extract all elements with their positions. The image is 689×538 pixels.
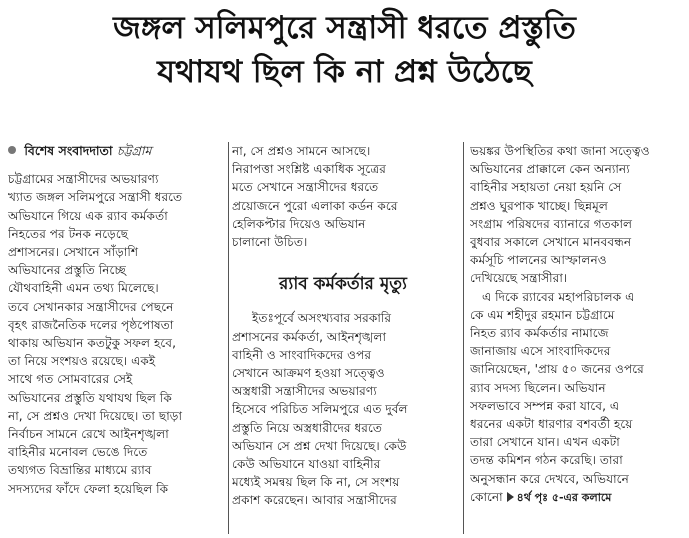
text-line: তা নিয়ে সংশয়ও রয়েছে। একই <box>8 354 156 369</box>
text-line: অস্ত্রধারী সন্ত্রাসীদের অভয়ারণ্য <box>232 384 377 399</box>
text-line: তদন্ত কমিশন গঠন করেছি। তারা <box>470 453 623 468</box>
text-line: কেউ অভিযানে যাওয়া বাহিনীর <box>232 457 381 472</box>
text-line: এ দিকে র‌্যাবের মহাপরিচালক এ <box>482 289 635 304</box>
headline-line-1: জঙ্গল সলিমপুরে সন্ত্রাসী ধরতে প্রস্তুতি <box>113 10 576 46</box>
text-line: তারা সেখানে যান। এখন একটা <box>470 435 620 450</box>
text-line: বাহিনীর সহায়তা নেয়া হয়নি সে <box>470 180 622 195</box>
headline-line-2: যথাযথ ছিল কি না প্রশ্ন উঠেছে <box>157 54 532 90</box>
text-line: তবে সেখানকার সন্ত্রাসীদের পেছনে <box>8 299 174 314</box>
subheading: র‌্যাব কর্মকর্তার মৃত্যু <box>279 274 407 295</box>
article-column-3 <box>470 142 684 507</box>
bullet-icon <box>8 146 16 154</box>
text-line: মতে সেখানে সন্ত্রাসীদের ধরতে <box>232 180 379 195</box>
arrow-right-icon <box>507 492 514 502</box>
text-line: ভয়ঙ্কর উপস্থিতির কথা জানা সত্ত্বেও <box>470 144 650 158</box>
text-line: বাহিনী ও সাংবাদিকদের ওপর <box>232 347 372 362</box>
text-line: ধরনের একটা ধারণার বশবর্তী হয়ে <box>470 417 633 432</box>
text-line: অভিযানের প্রস্তুতি নিচ্ছে <box>8 263 126 278</box>
text-line: না, সে প্রশ্নও সামনে আসছে। <box>232 144 371 158</box>
text-line: জানাজায় এসে সাংবাদিকদের <box>470 344 611 359</box>
last-word: কোনো <box>470 489 503 504</box>
byline-reporter: বিশেষ সংবাদদাতা <box>24 143 113 158</box>
continued-notice <box>507 491 612 504</box>
text-line: প্রয়োজনে পুরো এলাকা কর্ডন করে <box>232 198 398 213</box>
text-line: দেখিয়েছে সন্ত্রাসীরা। <box>470 271 568 286</box>
text-line: তথ্যগত বিভ্রান্তির মাধ্যমে র‌্যাব <box>8 463 152 478</box>
text-line: হেলিকপ্টার দিয়েও অভিযান <box>232 216 366 231</box>
text-line: অনুসন্ধান করে দেখবে, অভিযানে <box>470 471 629 486</box>
text-line-last <box>470 488 684 507</box>
paragraph <box>470 288 684 507</box>
text-line: অভিযানে গিয়ে এক র‌্যাব কর্মকর্তা <box>8 208 168 223</box>
text-line: ইতঃপূর্বে অসংখ্যবার সরকারি <box>252 311 392 326</box>
text-line: নিহতের পর টনক নড়েছে <box>8 226 129 241</box>
text-line: প্রশ্নও ঘুরপাক খাচ্ছে। ছিন্নমূল <box>470 198 608 213</box>
text-line: হিসেবে পরিচিত সলিমপুরে এত দুর্বল <box>232 402 408 417</box>
continued-text: ৪র্থ পৃঃ ৫-এর কলামে <box>516 490 612 504</box>
text-line: অভিযান সে প্রশ্ন দেখা দিয়েছে। কেউ <box>232 438 407 453</box>
text-line: মধ্যেই সমন্বয় ছিল কি না, সে সংশয় <box>232 475 400 490</box>
text-line: যৌথবাহিনী এমন তথ্য মিলেছে। <box>8 281 159 296</box>
text-line: সফলভাবে সম্পন্ন করা যাবে, এ <box>470 398 620 413</box>
text-line: সংগ্রাম পরিষদের ব্যানারে গতকাল <box>470 216 633 231</box>
text-line: চালানো উচিত। <box>232 235 308 250</box>
headline <box>0 6 689 94</box>
article-column-1 <box>8 142 226 498</box>
text-line: প্রকাশ করেছেন। আবার সন্ত্রাসীদের <box>232 493 397 508</box>
article-column-2 <box>232 142 454 510</box>
text-line: বৃহৎ রাজনৈতিক দলের পৃষ্ঠপোষতা <box>8 317 174 332</box>
text-line: চট্টগ্রামের সন্ত্রাসীদের অভয়ারণ্য <box>8 172 159 187</box>
text-line: কে এম শহীদুর রহমান চট্টগ্রামে <box>470 307 615 322</box>
text-line: নিরাপত্তা সংশ্লিষ্ট একাধিক সূত্রের <box>232 162 386 177</box>
text-line: বুধবার সকালে সেখানে মানববন্ধন <box>470 235 632 250</box>
text-line: না, সে প্রশ্নও দেখা দিয়েছে। তা ছাড়া <box>8 408 182 423</box>
byline-location: চট্টগ্রাম <box>116 143 152 158</box>
text-line: নির্বাচন সামনে রেখে আইনশৃঙ্খলা <box>8 427 169 442</box>
text-line: প্রশাসনের। সেখানে সাঁড়াশি <box>8 245 139 260</box>
text-line: নিহত র‌্যাব কর্মকর্তার নামাজে <box>470 326 609 341</box>
text-line: সাথে গত সোমবারের সেই <box>8 372 133 387</box>
text-line: র‌্যাব সদস্য ছিলেন। অভিযান <box>470 380 606 395</box>
paragraph <box>8 170 226 498</box>
text-line: বাহিনীর মনোবল ভেঙে দিতে <box>8 445 148 460</box>
text-line: সেখানে আক্রমণ হওয়া সত্ত্বেও <box>232 366 385 381</box>
paragraph <box>232 142 454 251</box>
text-line: খ্যাত জঙ্গল সলিমপুরে সন্ত্রাসী ধরতে <box>8 190 183 205</box>
paragraph <box>470 142 684 288</box>
text-line: অভিযানের প্রস্তুতি যথাযথ ছিল কি <box>8 390 172 405</box>
text-line: থাকায় অভিযান কতটুকু সফল হবে, <box>8 336 176 351</box>
text-line: সদস্যদের ফাঁদে ফেলা হয়েছিল কি <box>8 481 169 496</box>
text-line: প্রশাসনের কর্মকর্তা, আইনশৃঙ্খলা <box>232 329 387 344</box>
paragraph <box>232 309 454 509</box>
column-divider-2 <box>463 142 464 534</box>
text-line: কর্মসূচি পালনের আস্ফালনও <box>470 253 607 268</box>
text-line: অভিযানের প্রাক্কালে কেন অন্যান্য <box>470 162 630 177</box>
column-divider-1 <box>228 142 229 534</box>
text-line: প্রস্তুতি নিয়ে অস্ত্রধারীদের ধরতে <box>232 420 383 435</box>
byline <box>8 142 226 160</box>
text-line: জানিয়েছেন, 'প্রায় ৫০ জনের ওপরে <box>470 362 644 377</box>
